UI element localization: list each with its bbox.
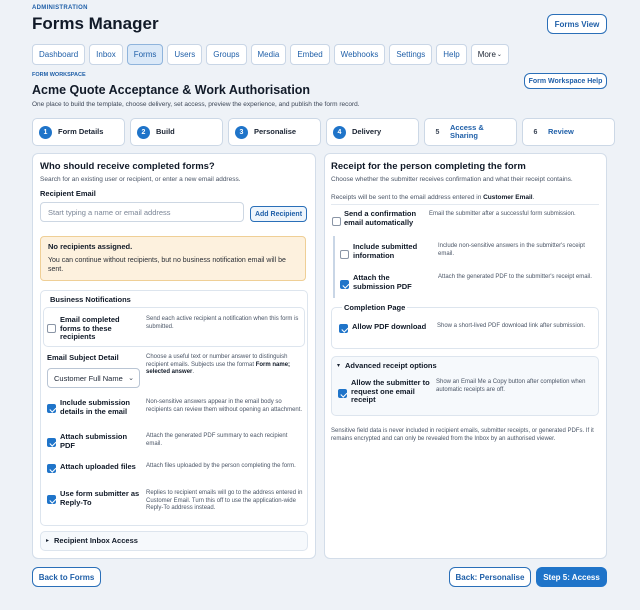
warning-title: No recipients assigned. — [48, 242, 133, 251]
receipt-sent-to — [331, 194, 534, 202]
step-form-details[interactable] — [32, 118, 125, 146]
email-completed-checkbox[interactable] — [47, 324, 56, 333]
replyto-label: Use form submitter as Reply-To — [60, 489, 140, 507]
attach-pdf-desc: Attach the generated PDF summary to each recipient email. — [146, 433, 288, 447]
allow-copy-label: Allow the submitter to request one email receipt — [351, 378, 430, 404]
recipient-inbox-access-label: Recipient Inbox Access — [54, 536, 138, 545]
attach-files-desc: Attach files uploaded by the person completing the form. — [146, 463, 296, 469]
business-notifications-title: Business Notifications — [50, 295, 131, 304]
confirmation-email-desc: Email the submitter after a successful form submission. — [429, 211, 576, 217]
replyto-desc: Replies to recipient emails will go to the address entered in Customer Email. Turn this off to use the application-wide Reply-To address instead. — [146, 490, 303, 511]
confirmation-email-label: Send a confirmation email automatically — [344, 209, 417, 227]
allow-copy-checkbox[interactable] — [338, 389, 347, 398]
nav-more-label: More — [477, 50, 496, 59]
receipt-attach-pdf-desc: Attach the generated PDF to the submitter's receipt email. — [438, 274, 592, 280]
nav-tab-settings[interactable]: Settings — [389, 44, 432, 65]
sent-to-end: . — [532, 194, 535, 201]
workspace-subtitle: One place to build the template, choose delivery, set access, preview the experience, and publish the form record. — [32, 101, 360, 108]
nav-tab-webhooks[interactable]: Webhooks — [334, 44, 386, 65]
chevron-down-icon: ⌄ — [496, 52, 502, 58]
recipients-subtitle: Search for an existing user or recipient, or enter a new email address. — [40, 176, 241, 183]
nav-tab-embed[interactable]: Embed — [290, 44, 329, 65]
step-label: Review — [548, 127, 574, 136]
subject-detail-select[interactable] — [47, 368, 140, 388]
receipt-subtitle: Choose whether the submitter receives confirmation and what their receipt contains. — [331, 176, 573, 183]
sent-to-field: Customer Email — [483, 194, 533, 201]
receipt-heading: Receipt for the person completing the form — [331, 161, 526, 172]
workspace-title: Acme Quote Acceptance & Work Authorisation — [32, 83, 311, 97]
step-number: 1 — [39, 126, 52, 139]
allow-pdf-checkbox[interactable] — [339, 324, 348, 333]
back-personalise-button[interactable]: Back: Personalise — [449, 567, 531, 587]
caret-right-icon: ▸ — [46, 538, 50, 544]
include-details-label: Include submission details in the email — [60, 398, 131, 416]
replyto-checkbox[interactable] — [47, 495, 56, 504]
step-label: Build — [156, 127, 175, 136]
next-step-access-button[interactable]: Step 5: Access — [536, 567, 607, 587]
form-workspace-help-button[interactable]: Form Workspace Help — [524, 73, 607, 89]
caret-down-icon[interactable]: ▾ — [337, 363, 341, 369]
warning-body: You can continue without recipients, but no business notification email will be sent. — [48, 257, 286, 273]
step-number: 4 — [333, 126, 346, 139]
nav-tab-forms[interactable]: Forms — [127, 44, 164, 65]
include-details-desc: Non-sensitive answers appear in the email body so recipients can review them without opening an attachment. — [146, 399, 303, 413]
eyebrow-administration: ADMINISTRATION — [32, 5, 88, 11]
include-details-checkbox[interactable] — [47, 404, 56, 413]
sent-to-text: Receipts will be sent to the email address entered in — [331, 194, 484, 201]
step-personalise[interactable] — [228, 118, 321, 146]
workspace-eyebrow: FORM WORKSPACE — [32, 72, 86, 78]
add-recipient-button[interactable]: Add Recipient — [250, 206, 307, 222]
nav-tab-media[interactable]: Media — [251, 44, 287, 65]
recipient-email-input[interactable]: Start typing a name or email address — [40, 202, 244, 222]
step-number: 2 — [137, 126, 150, 139]
subject-detail-value: Customer Full Name — [54, 373, 123, 383]
recipient-email-label: Recipient Email — [40, 189, 96, 198]
subject-detail-label: Email Subject Detail — [47, 353, 119, 362]
attach-pdf-label: Attach submission PDF — [60, 432, 128, 450]
back-to-forms-button[interactable]: Back to Forms — [32, 567, 101, 587]
subject-detail-desc — [146, 354, 304, 377]
confirmation-email-checkbox[interactable] — [332, 217, 341, 226]
divider — [331, 204, 599, 205]
step-access-sharing[interactable] — [424, 118, 517, 146]
step-label: Access & Sharing — [450, 123, 484, 140]
receipt-attach-pdf-checkbox[interactable] — [340, 280, 349, 289]
chevron-down-icon: ⌄ — [128, 375, 134, 382]
forms-view-button[interactable]: Forms View — [547, 14, 607, 34]
step-number: 5 — [435, 128, 440, 136]
include-info-desc: Include non-sensitive answers in the submitter's receipt email. — [438, 243, 585, 257]
nested-indent-line — [333, 236, 335, 298]
step-build[interactable] — [130, 118, 223, 146]
wizard-steps — [32, 118, 615, 146]
subject-desc-format: Form name; selected answer — [146, 361, 291, 375]
nav-tab-groups[interactable]: Groups — [206, 44, 246, 65]
app-title: Forms Manager — [32, 14, 159, 33]
attach-files-checkbox[interactable] — [47, 464, 56, 473]
step-label: Delivery — [352, 127, 382, 136]
email-completed-desc: Send each active recipient a notification when this form is submitted. — [146, 316, 299, 330]
sensitive-data-note: Sensitive field data is never included in recipient emails, submitter receipts, or generated PDFs. If it remains encrypted and can only be revealed from the Inbox by an authorised viewer. — [331, 428, 594, 442]
step-number: 6 — [533, 128, 538, 136]
allow-pdf-desc: Show a short-lived PDF download link after submission. — [437, 323, 586, 329]
nav-tab-help[interactable]: Help — [436, 44, 466, 65]
nav-more-button[interactable] — [471, 44, 509, 65]
step-label: Form Details — [58, 127, 104, 136]
allow-copy-desc: Show an Email Me a Copy button after completion when automatic receipts are off. — [436, 379, 586, 393]
include-info-label: Include submitted information — [353, 242, 418, 260]
attach-files-label: Attach uploaded files — [60, 462, 136, 471]
allow-pdf-label: Allow PDF download — [352, 322, 427, 331]
receipt-attach-pdf-label: Attach the submission PDF — [353, 273, 412, 291]
step-number: 3 — [235, 126, 248, 139]
attach-pdf-checkbox[interactable] — [47, 438, 56, 447]
include-info-checkbox[interactable] — [340, 250, 349, 259]
step-delivery[interactable] — [326, 118, 419, 146]
subject-desc-end: . — [192, 369, 195, 375]
recipients-heading: Who should receive completed forms? — [40, 161, 215, 172]
nav-tab-inbox[interactable]: Inbox — [89, 44, 123, 65]
nav-tab-dashboard[interactable]: Dashboard — [32, 44, 85, 65]
advanced-receipt-title[interactable]: Advanced receipt options — [345, 361, 437, 370]
nav-tab-users[interactable]: Users — [167, 44, 202, 65]
email-completed-label: Email completed forms to these recipients — [60, 315, 120, 341]
completion-page-title: Completion Page — [344, 303, 406, 312]
step-label: Personalise — [254, 127, 297, 136]
step-review[interactable] — [522, 118, 615, 146]
subject-desc-text: Choose a useful text or number answer to distinguish recipient emails. Subjects use the format — [146, 354, 288, 368]
main-nav — [32, 44, 509, 65]
